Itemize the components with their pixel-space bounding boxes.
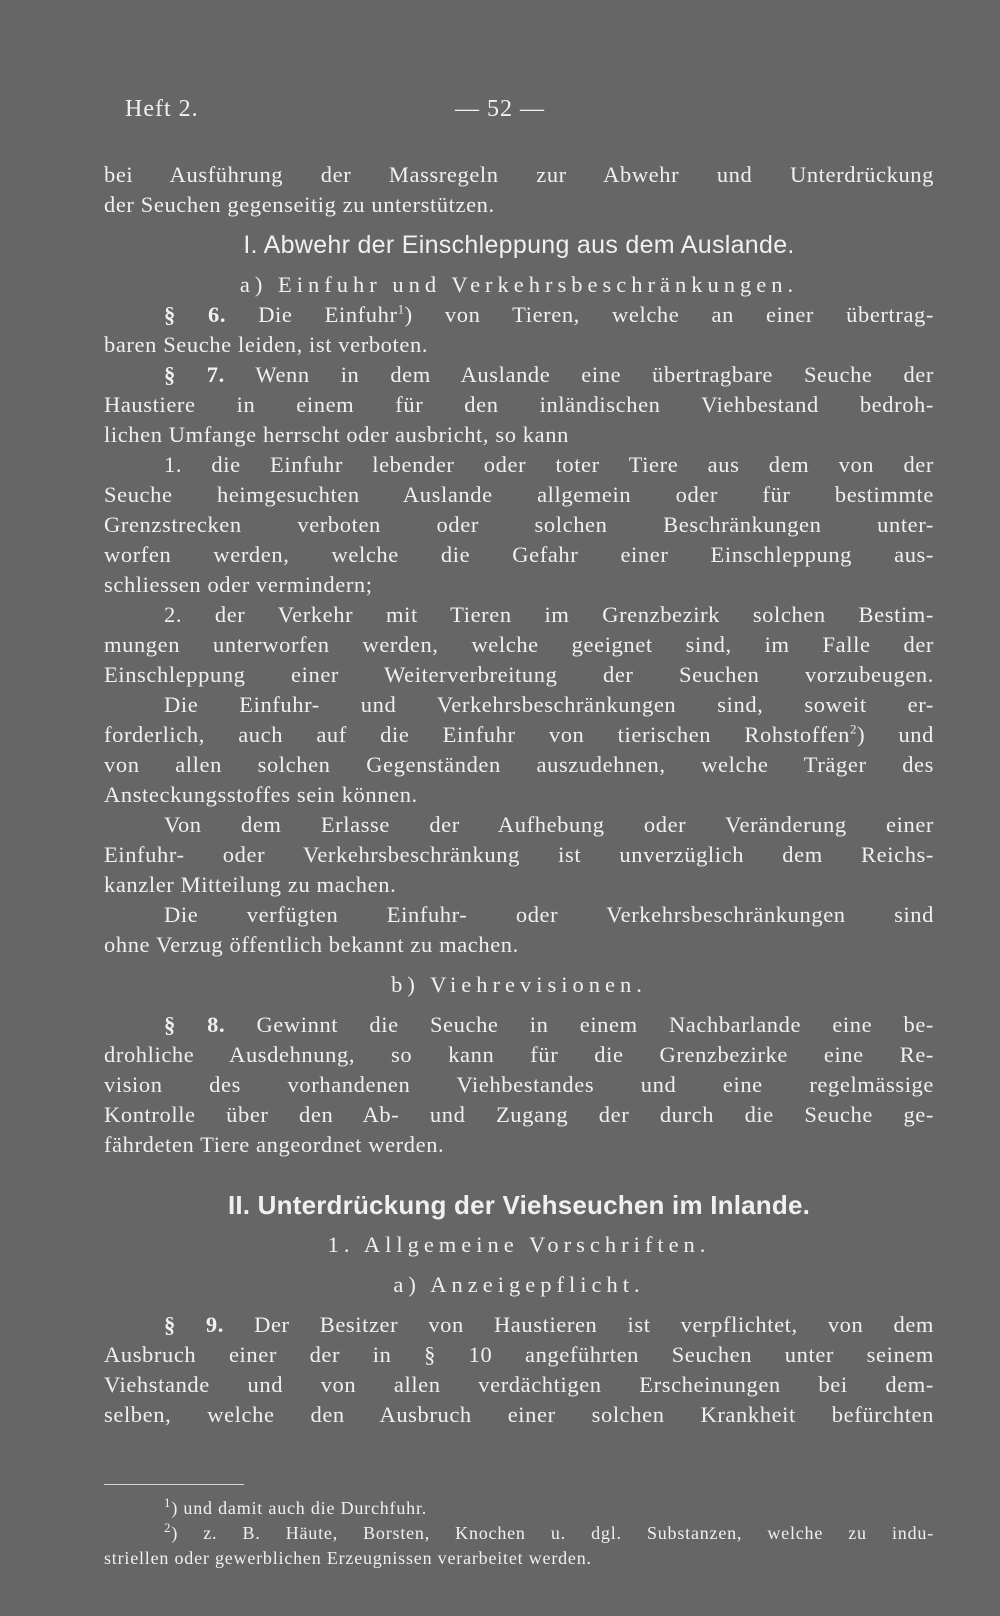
text-line: drohliche Ausdehnung, so kann für die Grenzbezirke eine Re- <box>104 1042 934 1067</box>
text-line: Einschleppung einer Weiterverbreitung der Seuchen vorzubeugen. <box>104 662 934 687</box>
paragraph-number: § 7. <box>164 362 225 387</box>
text-line: Ansteckungsstoffes sein können. <box>104 782 418 807</box>
footnote-ref: 2 <box>849 721 858 737</box>
paragraph-line: § 6. Die Einfuhr$^1$) von Tieren, welche an einer übertrag- <box>164 301 934 327</box>
paragraph-number: § 6. <box>164 302 227 327</box>
text-line: ohne Verzug öffentlich bekannt zu machen. <box>104 932 519 957</box>
text-line: vision des vorhandenen Viehbestandes und eine regelmässige <box>104 1072 934 1097</box>
text-line: selben, welche den Ausbruch einer solchen Krankheit befürchten <box>104 1402 934 1427</box>
paragraph-line: § 9. Der Besitzer von Haustieren ist verpflichtet, von dem <box>164 1312 935 1337</box>
text-line: Kontrolle über den Ab- und Zugang der durch die Seuche ge- <box>104 1102 934 1127</box>
footnotes <box>104 1496 934 1571</box>
text-line: 2. der Verkehr mit Tieren im Grenzbezirk solchen Bestim- <box>164 602 934 627</box>
footnote-line: striellen oder gewerblichen Erzeugnissen verarbeitet werden. <box>104 1548 592 1568</box>
text-line: Grenzstrecken verboten oder solchen Beschränkungen unter- <box>104 512 934 537</box>
text-line: mungen unterworfen werden, welche geeignet sind, im Falle der <box>104 632 934 657</box>
footnote-divider <box>104 1484 244 1485</box>
text-line: bei Ausführung der Massregeln zur Abwehr und Unterdrückung <box>104 162 934 187</box>
text-line: Die verfügten Einfuhr- oder Verkehrsbeschränkungen sind <box>164 902 934 927</box>
section-heading: I. Abwehr der Einschleppung aus dem Auslande. <box>243 231 795 259</box>
text-line: schliessen oder vermindern; <box>104 572 373 597</box>
section-heading: II. Unterdrückung der Viehseuchen im Inlande. <box>227 1190 811 1220</box>
paragraph-line: § 7. Wenn in dem Auslande eine übertragbare Seuche der <box>164 362 934 387</box>
page-number: — 52 — <box>455 96 545 122</box>
text-line: Haustiere in einem für den inländischen Viehbestand bedroh- <box>104 392 934 417</box>
subsection-heading: 1. Allgemeine Vorschriften. <box>327 1232 711 1257</box>
paragraph-line: § 8. Gewinnt die Seuche in einem Nachbarlande eine be- <box>164 1012 934 1037</box>
text-line: lichen Umfange herrscht oder ausbricht, so kann <box>104 422 569 447</box>
text-line: worfen werden, welche die Gefahr einer Einschleppung aus- <box>104 542 934 567</box>
text-line: Einfuhr- oder Verkehrsbeschränkung ist unverzüglich dem Reichs- <box>104 842 934 867</box>
paragraph-number: § 9. <box>164 1312 225 1337</box>
subsection-heading: a) Einfuhr und Verkehrsbeschränkungen. <box>239 272 799 297</box>
text-line: fährdeten Tiere angeordnet werden. <box>104 1132 445 1157</box>
text-line: forderlich, auch auf die Einfuhr von tierischen Rohstoffen$^2$) und <box>104 721 934 747</box>
text-line: baren Seuche leiden, ist verboten. <box>104 332 429 357</box>
paragraph-number: § 8. <box>164 1012 226 1037</box>
text-line: von allen solchen Gegenständen auszudehnen, welche Träger des <box>104 752 934 777</box>
text-line: kanzler Mitteilung zu machen. <box>104 872 397 897</box>
main-text <box>104 160 934 1430</box>
subsection-heading: a) Anzeigepflicht. <box>393 1272 645 1297</box>
text-line: der Seuchen gegenseitig zu unterstützen. <box>104 192 495 217</box>
text-line: Seuche heimgesuchten Auslande allgemein oder für bestimmte <box>104 482 934 507</box>
subsection-heading: b) Viehrevisionen. <box>391 972 647 997</box>
issue-label: Heft 2. <box>125 96 199 122</box>
footnote-mark: 2 <box>164 1520 172 1535</box>
text-line: Ausbruch einer der in § 10 angeführten Seuchen unter seinem <box>104 1342 934 1367</box>
text-line: 1. die Einfuhr lebender oder toter Tiere aus dem von der <box>164 452 934 477</box>
text-line: Von dem Erlasse der Aufhebung oder Veränderung einer <box>164 812 934 837</box>
footnote: $^1$) und damit auch die Durchfuhr. <box>164 1495 428 1518</box>
text-line: Viehstande und von allen verdächtigen Erscheinungen bei dem- <box>104 1372 934 1397</box>
footnote-mark: 1 <box>164 1495 172 1510</box>
footnote-ref: 1 <box>397 301 405 317</box>
text-line: Die Einfuhr- und Verkehrsbeschränkungen sind, soweit er- <box>164 692 934 717</box>
footnote: $^2$) z. B. Häute, Borsten, Knochen u. dgl. Substanzen, welche zu indu- <box>164 1520 934 1543</box>
